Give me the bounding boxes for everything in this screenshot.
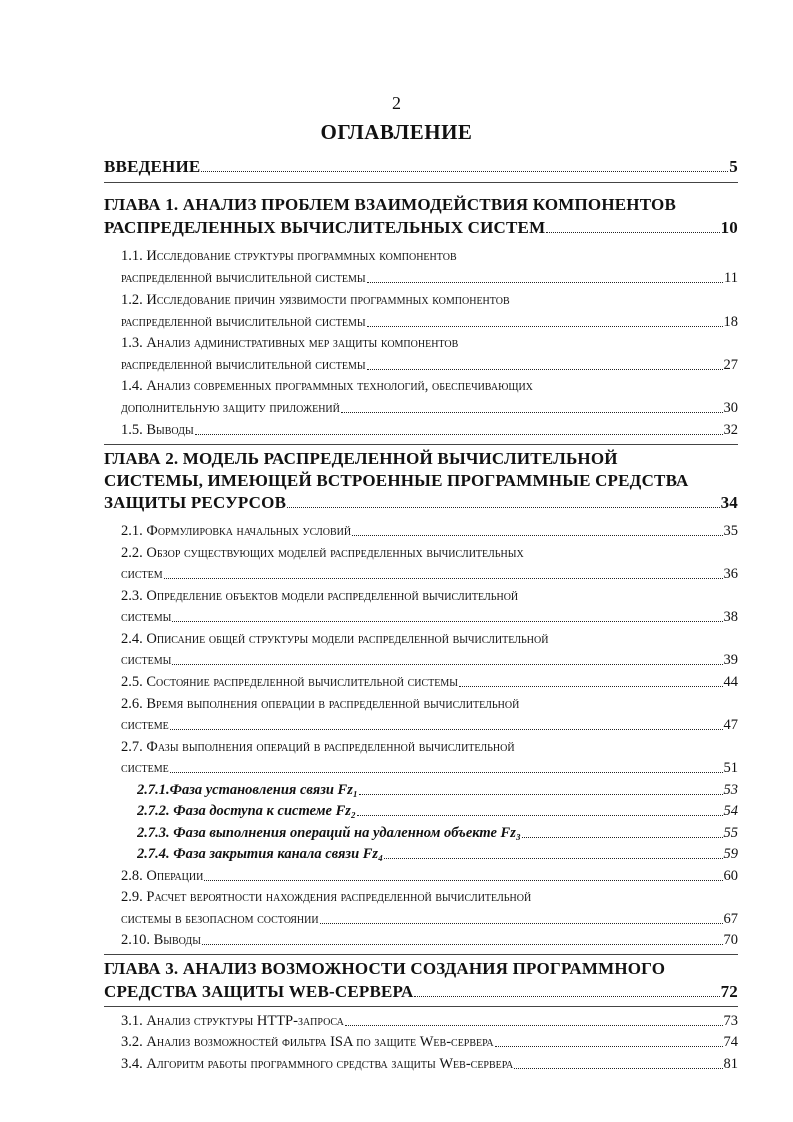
chapter-2-title-line2[interactable]: СИСТЕМЫ, ИМЕЮЩЕЙ ВСТРОЕННЫЕ ПРОГРАММНЫЕ СРЕДСТВА (104, 471, 689, 490)
toc-entry-1-1-line1[interactable]: 1.1. Исследование структуры программных компонентов (121, 248, 457, 264)
divider (104, 1006, 738, 1007)
toc-entry-1-3-line1[interactable]: 1.3. Анализ административных мер защиты компонентов (121, 335, 459, 351)
toc-entry-1-1[interactable]: распределенной вычислительной системы 11 (121, 270, 738, 286)
toc-entry-2-3[interactable]: системы 38 (121, 609, 738, 625)
toc-entry-3-1[interactable]: 3.1. Анализ структуры HTTP-запроса 73 (121, 1013, 738, 1029)
toc-entry-2-7-2[interactable]: 2.7.2. Фаза доступа к системе Fz₂ 54 (137, 803, 738, 819)
toc-entry-2-9-line1[interactable]: 2.9. Расчет вероятности нахождения распределенной вычислительной (121, 889, 532, 905)
toc-entry-2-4[interactable]: системы 39 (121, 652, 738, 668)
toc-entry-2-6[interactable]: системе 47 (121, 717, 738, 733)
toc-entry-1-4[interactable]: дополнительную защиту приложений 30 (121, 400, 738, 416)
page-number: 2 (392, 93, 401, 113)
toc-entry-2-7-4[interactable]: 2.7.4. Фаза закрытия канала связи Fz₄ 59 (137, 846, 738, 862)
chapter-3-title-line1[interactable]: ГЛАВА 3. АНАЛИЗ ВОЗМОЖНОСТИ СОЗДАНИЯ ПРОГРАММНОГО (104, 959, 666, 978)
toc-entry-2-4-line1[interactable]: 2.4. Описание общей структуры модели распределенной вычислительной (121, 631, 549, 647)
toc-entry-intro[interactable]: ВВЕДЕНИЕ 5 (104, 157, 738, 176)
toc-entry-2-8[interactable]: 2.8. Операции 60 (121, 868, 738, 884)
toc-entry-1-3[interactable]: распределенной вычислительной системы 27 (121, 357, 738, 373)
toc-entry-2-9[interactable]: системы в безопасном состоянии 67 (121, 911, 738, 927)
toc-entry-chapter-3[interactable]: СРЕДСТВА ЗАЩИТЫ WEB-СЕРВЕРА 72 (104, 982, 738, 1001)
toc-entry-1-4-line1[interactable]: 1.4. Анализ современных программных технологий, обеспечивающих (121, 378, 533, 394)
toc-entry-2-2[interactable]: систем 36 (121, 566, 738, 582)
toc-entry-2-7[interactable]: системе 51 (121, 760, 738, 776)
toc-entry-2-6-line1[interactable]: 2.6. Время выполнения операции в распределенной вычислительной (121, 696, 520, 712)
toc-entry-2-7-line1[interactable]: 2.7. Фазы выполнения операций в распределенной вычислительной (121, 739, 515, 755)
toc-entry-1-5[interactable]: 1.5. Выводы 32 (121, 422, 738, 438)
toc-entry-2-10[interactable]: 2.10. Выводы 70 (121, 932, 738, 948)
toc-entry-chapter-1[interactable]: РАСПРЕДЕЛЕННЫХ ВЫЧИСЛИТЕЛЬНЫХ СИСТЕМ 10 (104, 218, 738, 237)
toc-entry-chapter-2[interactable]: ЗАЩИТЫ РЕСУРСОВ 34 (104, 493, 738, 512)
toc-entry-2-5[interactable]: 2.5. Состояние распределенной вычислительной системы 44 (121, 674, 738, 690)
toc-entry-3-2[interactable]: 3.2. Анализ возможностей фильтра ISA по защите Web-сервера 74 (121, 1034, 738, 1050)
toc-entry-2-1[interactable]: 2.1. Формулировка начальных условий 35 (121, 523, 738, 539)
toc-entry-2-7-3[interactable]: 2.7.3. Фаза выполнения операций на удаленном объекте Fz₃ 55 (137, 825, 738, 841)
toc-entry-2-3-line1[interactable]: 2.3. Определение объектов модели распределенной вычислительной (121, 588, 519, 604)
chapter-1-title[interactable]: ГЛАВА 1. АНАЛИЗ ПРОБЛЕМ ВЗАИМОДЕЙСТВИЯ КОМПОНЕНТОВ (104, 195, 677, 214)
divider (104, 954, 738, 955)
toc-title: ОГЛАВЛЕНИЕ (320, 120, 473, 144)
divider (104, 182, 738, 183)
divider (104, 444, 738, 445)
toc-entry-2-7-1[interactable]: 2.7.1.Фаза установления связи Fz₁ 53 (137, 782, 738, 798)
chapter-2-title-line1[interactable]: ГЛАВА 2. МОДЕЛЬ РАСПРЕДЕЛЕННОЙ ВЫЧИСЛИТЕЛЬНОЙ (104, 449, 618, 468)
toc-entry-1-2[interactable]: распределенной вычислительной системы 18 (121, 314, 738, 330)
toc-entry-1-2-line1[interactable]: 1.2. Исследование причин уязвимости программных компонентов (121, 292, 510, 308)
toc-entry-2-2-line1[interactable]: 2.2. Обзор существующих моделей распределенных вычислительных (121, 545, 524, 561)
toc-entry-3-4[interactable]: 3.4. Алгоритм работы программного средства защиты Web-сервера 81 (121, 1056, 738, 1072)
